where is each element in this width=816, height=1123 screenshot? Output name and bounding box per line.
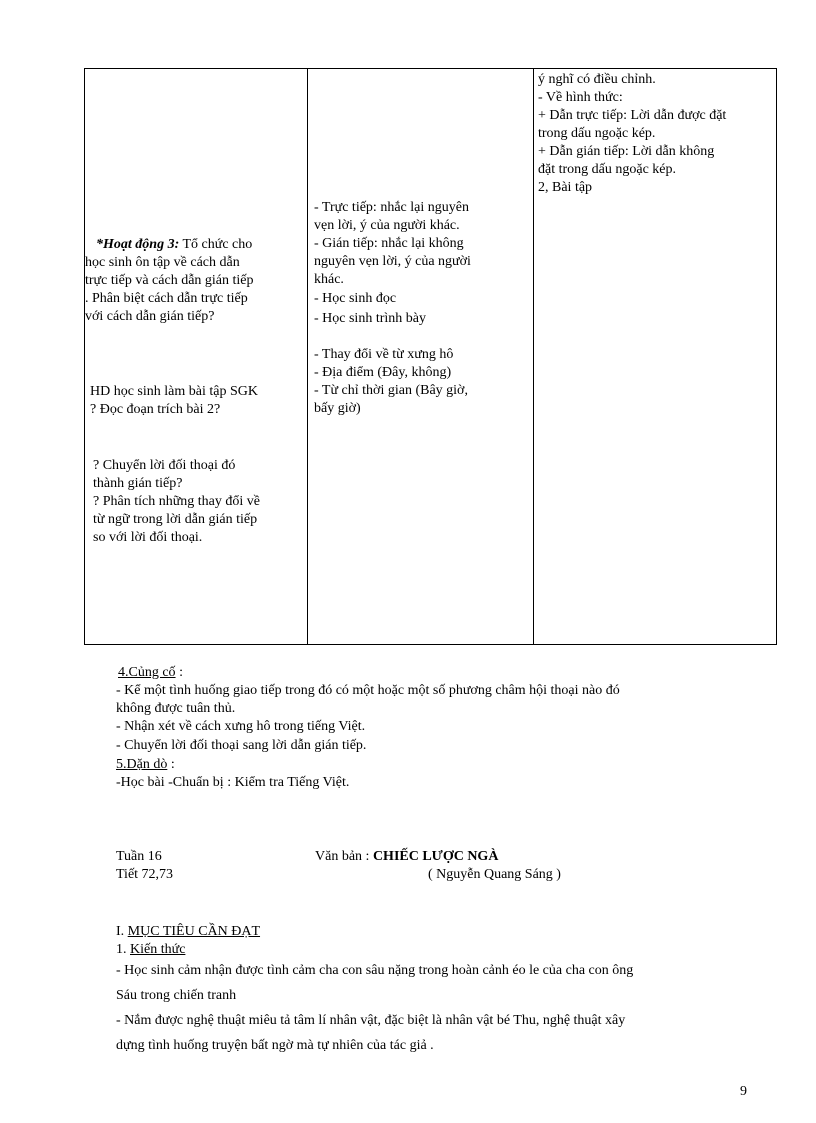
teacher-activity-cell (85, 69, 308, 645)
col3-line: - Về hình thức: (538, 90, 623, 105)
objectives-heading: I. MỤC TIÊU CẦN ĐẠT (116, 924, 261, 939)
col2-line: bấy giờ) (314, 401, 361, 416)
col2-line: - Từ chỉ thời gian (Bây giờ, (314, 383, 468, 398)
col2-line: nguyên vẹn lời, ý của người (314, 254, 471, 269)
knowledge-heading: 1. Kiến thức (116, 942, 186, 957)
col1-line: từ ngữ trong lời dẫn gián tiếp (93, 512, 258, 527)
col2-line: - Địa điểm (Đây, không) (314, 365, 452, 380)
student-activity-cell (308, 69, 534, 645)
page-number: 9 (740, 1084, 747, 1099)
objective-line: Sáu trong chiến tranh (116, 988, 237, 1003)
col1-line: trực tiếp và cách dẫn gián tiếp (85, 273, 254, 288)
col1-line: HD học sinh làm bài tập SGK (90, 384, 258, 399)
col1-line: học sinh ôn tập về cách dẫn (85, 255, 240, 270)
col1-line: . Phân biệt cách dẫn trực tiếp (85, 291, 248, 306)
col3-line: 2, Bài tập (538, 180, 593, 195)
col3-line: đặt trong dấu ngoặc kép. (538, 162, 677, 177)
lesson-author: ( Nguyễn Quang Sáng ) (428, 867, 561, 882)
col1-line: với cách dẫn gián tiếp? (85, 309, 215, 324)
cungco-heading: 4.Củng cố : (118, 665, 183, 680)
col2-line: - Trực tiếp: nhắc lại nguyên (314, 200, 469, 215)
dando-heading: 5.Dặn dò : (116, 757, 175, 772)
lesson-title: Văn bản : CHIẾC LƯỢC NGÀ (315, 849, 499, 864)
week-label: Tuần 16 (116, 849, 162, 864)
objective-line: dựng tình huống truyện bất ngờ mà tự nhiên của tác giả . (116, 1038, 434, 1053)
col1-line: ? Chuyển lời đối thoại đó (93, 458, 236, 473)
col3-line: ý nghĩ có điều chỉnh. (538, 72, 656, 87)
activity-heading: *Hoạt động 3: Tổ chức cho (96, 237, 253, 252)
col1-line: thành gián tiếp? (93, 476, 183, 491)
lesson-table (84, 68, 777, 645)
col2-line: - Gián tiếp: nhắc lại không (314, 236, 464, 251)
cungco-line: - Kể một tình huống giao tiếp trong đó có một hoặc một số phương châm hội thoại nào đó (116, 683, 620, 698)
col1-line: ? Đọc đoạn trích bài 2? (90, 402, 221, 417)
col2-line: khác. (314, 272, 344, 287)
objective-line: - Học sinh cảm nhận được tình cảm cha con sâu nặng trong hoàn cảnh éo le của cha con ông (116, 963, 634, 978)
col3-line: + Dẫn trực tiếp: Lời dẫn được đặt (538, 108, 727, 123)
col2-line: vẹn lời, ý của người khác. (314, 218, 460, 233)
cungco-line: không được tuân thủ. (116, 701, 236, 716)
dando-line: -Học bài -Chuẩn bị : Kiểm tra Tiếng Việt. (116, 775, 350, 790)
cungco-line: - Nhận xét về cách xưng hô trong tiếng Việt. (116, 719, 366, 734)
col2-line: - Học sinh trình bày (314, 311, 426, 326)
content-cell (534, 69, 777, 645)
col3-line: trong dấu ngoặc kép. (538, 126, 656, 141)
objective-line: - Nắm được nghệ thuật miêu tả tâm lí nhân vật, đặc biệt là nhân vật bé Thu, nghệ thuật xây (116, 1013, 626, 1028)
col2-line: - Thay đổi về từ xưng hô (314, 347, 454, 362)
col2-line: - Học sinh đọc (314, 291, 397, 306)
col1-line: ? Phân tích những thay đổi về (93, 494, 261, 509)
period-label: Tiết 72,73 (116, 867, 174, 882)
col3-line: + Dẫn gián tiếp: Lời dẫn không (538, 144, 715, 159)
cungco-line: - Chuyển lời đối thoại sang lời dẫn gián tiếp. (116, 738, 367, 753)
col1-line: so với lời đối thoại. (93, 530, 203, 545)
